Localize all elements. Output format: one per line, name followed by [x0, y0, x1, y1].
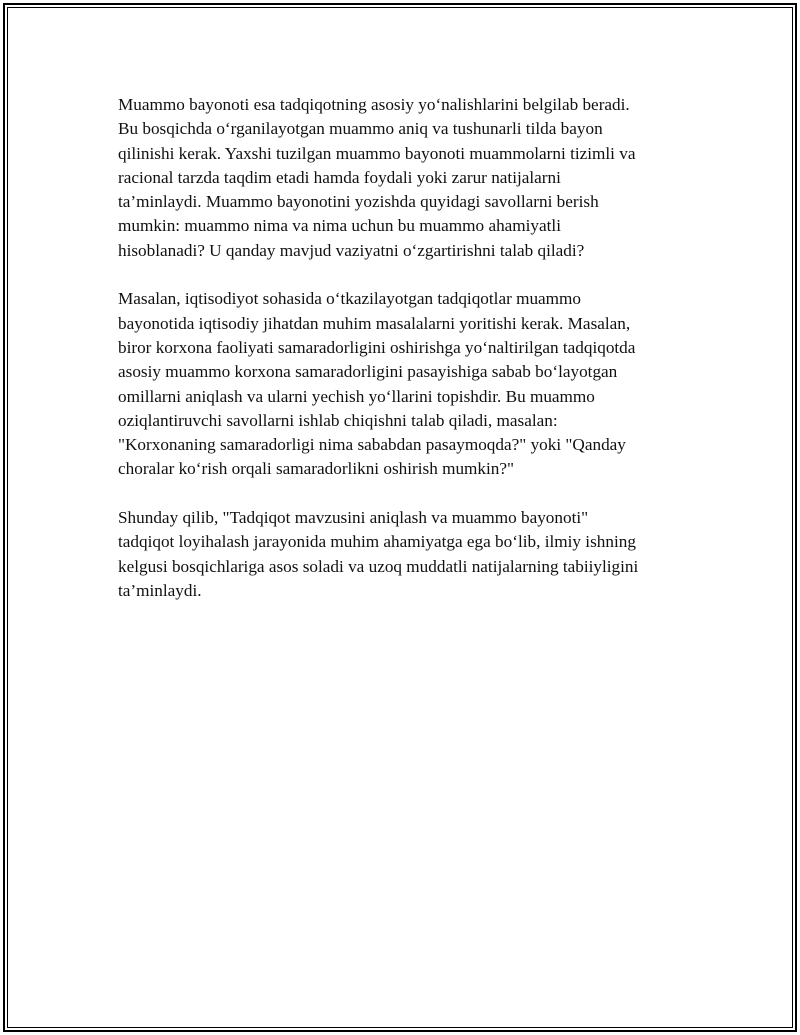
paragraph-economics-example: Masalan, iqtisodiyot sohasida o‘tkazilayotgan tadqiqotlar muammo bayonotida iqtisodiy jihatdan muhim masalalarni yoritishi kerak. Masalan, biror korxona faoliyati samaradorligini oshirishga yo‘naltirilgan tadqiqotda asosiy muammo korxona samaradorligini pasayishiga sabab bo‘layotgan omillarni aniqlash va ularni yechish yo‘llarini topishdir. Bu muammo oziqlantiruvchi savollarni ishlab chiqishni talab qiladi, masalan: "Korxonaning samaradorligi nima sababdan pasaymoqda?" yoki "Qanday choralar ko‘rish orqali samaradorlikni oshirish mumkin?": [118, 289, 636, 479]
document-body: [118, 93, 688, 628]
paragraph-problem-statement: Muammo bayonoti esa tadqiqotning asosiy yo‘nalishlarini belgilab beradi. Bu bosqichda o‘rganilayotgan muammo aniq va tushunarli tilda bayon qilinishi kerak. Yaxshi tuzilgan muammo bayonoti muammolarni tizimli va racional tarzda taqdim etadi hamda foydali yoki zarur natijalarni ta’minlaydi. Muammo bayonotini yozishda quyidagi savollarni berish mumkin: muammo nima va nima uchun bu muammo ahamiyatli hisoblanadi? U qanday mavjud vaziyatni o‘zgartirishni talab qiladi?: [118, 95, 636, 260]
paragraph-conclusion: Shunday qilib, "Tadqiqot mavzusini aniqlash va muammo bayonoti" tadqiqot loyihalash jarayonida muhim ahamiyatga ega bo‘lib, ilmiy ishning kelgusi bosqichlariga asos soladi va uzoq muddatli natijalarning tabiiyligini ta’minlaydi.: [118, 508, 639, 600]
